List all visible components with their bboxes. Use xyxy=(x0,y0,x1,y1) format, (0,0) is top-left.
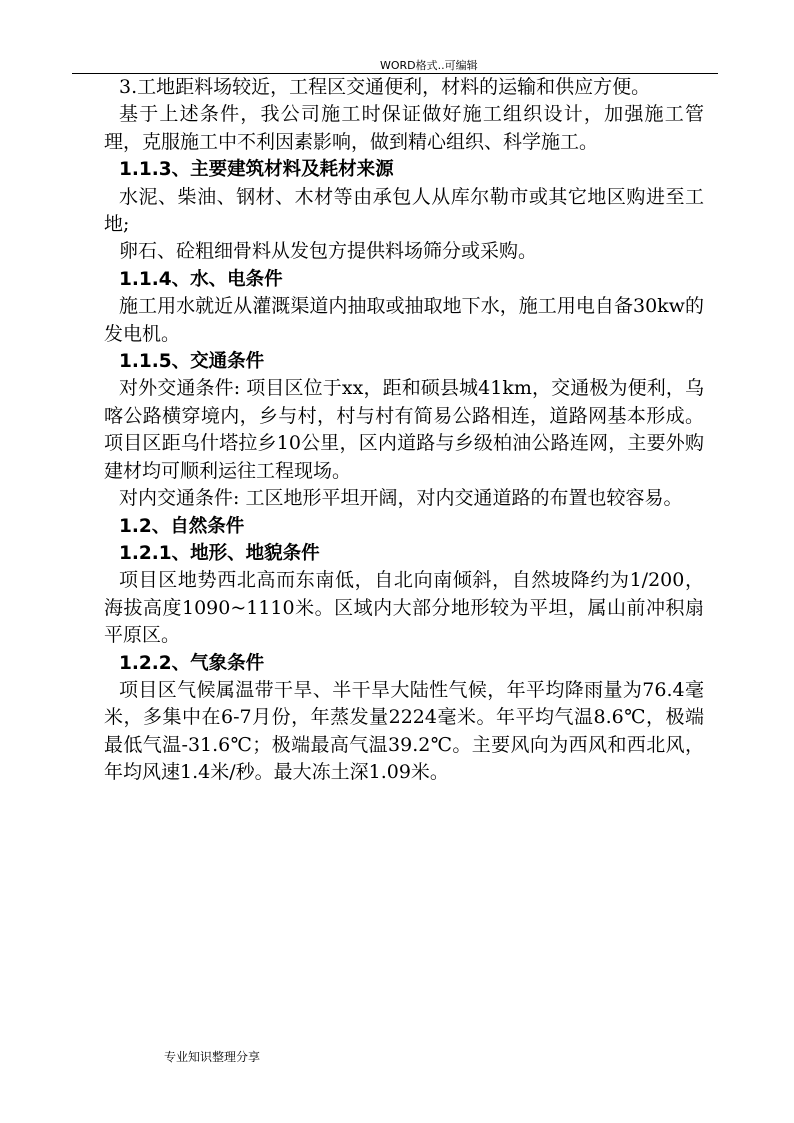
paragraph-external-traffic: 对外交通条件: 项目区位于xx，距和硕县城41km，交通极为便利，乌喀公路横穿境内，乡与村，村与村有简易公路相连，道路网基本形成。项目区距乌什塔拉乡10公里，区内道路与乡级柏油公路连网，主要外购建材均可顺利运往工程现场。 xyxy=(104,377,704,482)
paragraph-site-distance: 3.工地距料场较近，工程区交通便利，材料的运输和供应方便。 xyxy=(119,76,651,98)
heading-1-1-3: 1.1.3、主要建筑材料及耗材来源 xyxy=(119,159,394,181)
heading-1-2: 1.2、自然条件 xyxy=(119,515,245,537)
page-header: WORD格式..可编辑 xyxy=(380,59,478,72)
paragraph-water-power: 施工用水就近从灌溉渠道内抽取或抽取地下水，施工用电自备30kw的发电机。 xyxy=(104,295,704,345)
heading-1-2-1: 1.2.1、地形、地貌条件 xyxy=(119,542,320,564)
paragraph-climate: 项目区气候属温带干旱、半干旱大陆性气候，年平均降雨量为76.4毫米，多集中在6-7月份，年蒸发量2224毫米。年平均气温8.6℃，极端最低气温-31.6℃；极端最高气温39.2℃。主要风向为西风和西北风，年均风速1.4米/秒。最大冻土深1.09米。 xyxy=(104,678,704,784)
document-body xyxy=(104,74,704,787)
heading-1-1-4: 1.1.4、水、电条件 xyxy=(119,268,283,290)
paragraph-internal-traffic: 对内交通条件: 工区地形平坦开阔，对内交通道路的布置也较容易。 xyxy=(119,487,683,510)
paragraph-terrain: 项目区地势西北高而东南低，自北向南倾斜，自然坡降约为1/200，海拔高度1090~1110米。区域内大部分地形较为平坦，属山前冲积扇平原区。 xyxy=(104,569,704,647)
paragraph-materials-source: 水泥、柴油、钢材、木材等由承包人从库尔勒市或其它地区购进至工地; xyxy=(104,185,704,236)
page-footer: 专业知识整理分享 xyxy=(164,1050,261,1064)
heading-1-2-2: 1.2.2、气象条件 xyxy=(119,652,265,674)
heading-1-1-5: 1.1.5、交通条件 xyxy=(119,351,265,373)
paragraph-aggregate-source: 卵石、砼粗细骨料从发包方提供料场筛分或采购。 xyxy=(119,240,538,263)
paragraph-construction-plan: 基于上述条件，我公司施工时保证做好施工组织设计，加强施工管理，克服施工中不利因素影响，做到精心组织、科学施工。 xyxy=(104,103,704,153)
